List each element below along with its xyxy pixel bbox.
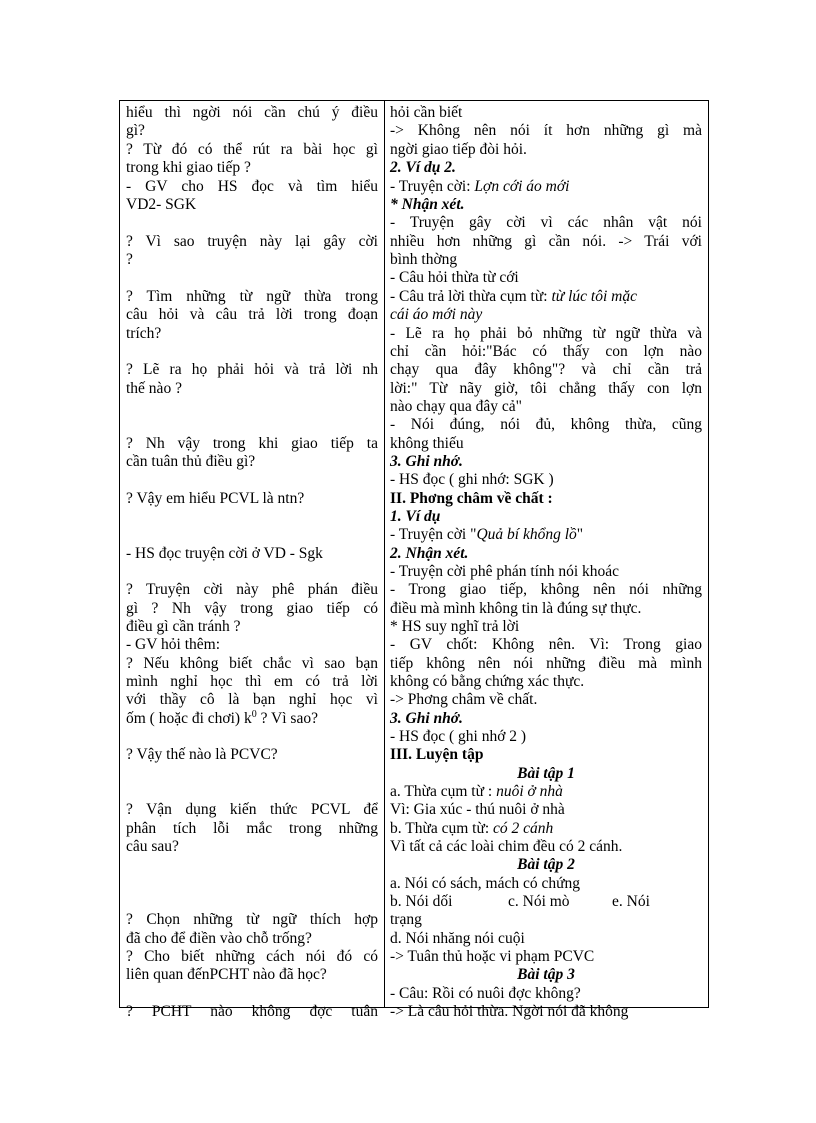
left-text: ốm ( hoặc đi chơi) k xyxy=(126,710,252,727)
right-line xyxy=(390,526,702,544)
exercise-heading: Bài tập 3 xyxy=(517,966,575,983)
right-line: -> Không nên nói ít hơn những gì mà xyxy=(390,122,702,139)
italic-phrase: có 2 cánh xyxy=(493,820,554,837)
right-line: lời:" Từ nãy giờ, tôi chẳng thấy con lợn xyxy=(390,380,702,397)
section-heading: III. Luyện tập xyxy=(390,746,484,763)
section-heading: 2. Nhận xét. xyxy=(390,545,469,562)
left-line: ? PCHT nào không đợc tuân xyxy=(126,1003,378,1020)
section-heading: 1. Ví dụ xyxy=(390,508,441,525)
right-line xyxy=(390,288,702,306)
left-line: mình nghỉ học thì em có trả lời xyxy=(126,673,378,690)
right-line: a. Nói có sách, mách có chứng xyxy=(390,875,581,892)
right-text: - Truyện cời: xyxy=(390,178,475,195)
column-divider xyxy=(384,101,385,1007)
left-line: với thầy cô là bạn nghỉ học vì xyxy=(126,691,378,708)
left-line: câu sau? xyxy=(126,838,179,855)
left-line: thế nào ? xyxy=(126,380,182,397)
left-line: trích? xyxy=(126,325,162,342)
left-line: - HS đọc truyện cời ở VD - Sgk xyxy=(126,545,323,562)
left-line: - GV hỏi thêm: xyxy=(126,636,220,653)
left-line: ? xyxy=(126,251,133,268)
right-line: - Lẽ ra họ phải bỏ những từ ngữ thừa và xyxy=(390,325,702,342)
superscript: 0 xyxy=(251,708,257,720)
left-line: hiểu thì ngời nói cần chú ý điều xyxy=(126,104,378,121)
right-text: a. Thừa cụm từ : xyxy=(390,783,497,800)
right-line: cái áo mới này xyxy=(390,306,483,323)
exercise-heading: Bài tập 1 xyxy=(517,765,575,782)
exercise-heading: Bài tập 2 xyxy=(517,856,575,873)
right-line: d. Nói nhăng nói cuội xyxy=(390,930,525,947)
left-line: liên quan đếnPCHT nào đã học? xyxy=(126,966,327,983)
left-line: ? Cho biết những cách nói đó có xyxy=(126,948,378,965)
lesson-table xyxy=(119,100,709,1020)
left-line: ? Chọn những từ ngữ thích hợp xyxy=(126,911,378,928)
left-line: ? Vì sao truyện này lại gây cời xyxy=(126,233,378,250)
italic-phrase: từ lúc tôi mặc xyxy=(551,288,637,305)
left-line: ? Vậy thế nào là PCVC? xyxy=(126,746,278,763)
left-line: - GV cho HS đọc và tìm hiểu xyxy=(126,178,378,195)
right-line: - Nói đúng, nói đủ, không thừa, cũng xyxy=(390,416,702,433)
right-line: - Câu: Rồi có nuôi đợc không? xyxy=(390,985,581,1002)
left-line: trong khi giao tiếp ? xyxy=(126,159,251,176)
right-line: nào chạy qua đây cả" xyxy=(390,398,522,415)
right-line: chỉ cần hỏi:"Bác có thấy con lợn nào xyxy=(390,343,702,360)
right-line: bình thờng xyxy=(390,251,458,268)
section-heading: 3. Ghi nhớ. xyxy=(390,453,463,470)
left-line: ? Từ đó có thể rút ra bài học gì xyxy=(126,141,378,158)
right-line: ngời giao tiếp đòi hỏi. xyxy=(390,141,527,158)
right-line: không thiếu xyxy=(390,435,464,452)
right-line: tiếp không nên nói những điều mà mình xyxy=(390,655,702,672)
right-line: nhiều hơn những gì cần nói. -> Trái với xyxy=(390,233,702,250)
right-text: b. Thừa cụm từ: xyxy=(390,820,494,837)
section-heading: 3. Ghi nhớ. xyxy=(390,710,463,727)
right-line: - Truyện gây cời vì các nhân vật nói xyxy=(390,214,702,231)
left-line: câu hỏi và câu trả lời trong đoạn xyxy=(126,306,378,323)
section-heading: 2. Ví dụ 2. xyxy=(390,159,456,176)
left-line: ? Nếu không biết chắc vì sao bạn xyxy=(126,655,378,672)
right-text: " xyxy=(576,526,584,543)
left-line: gì? xyxy=(126,122,145,139)
right-line: - GV chốt: Không nên. Vì: Trong giao xyxy=(390,636,702,653)
right-line: * HS suy nghĩ trả lời xyxy=(390,618,520,635)
story-title: Quả bí khổng lồ xyxy=(476,526,577,543)
left-line xyxy=(126,710,378,728)
left-line: cần tuân thủ điều gì? xyxy=(126,453,256,470)
right-line: - Truyện cời phê phán tính nói khoác xyxy=(390,563,620,580)
right-line: -> Phơng châm về chất. xyxy=(390,691,538,708)
right-line xyxy=(390,178,702,196)
right-line: Vì: Gia xúc - thú nuôi ở nhà xyxy=(390,801,565,818)
right-line: - Câu hỏi thừa từ cới xyxy=(390,269,519,286)
section-heading: II. Phơng châm về chất : xyxy=(390,490,553,507)
right-line: - HS đọc ( ghi nhớ 2 ) xyxy=(390,728,527,745)
right-line: -> Là câu hỏi thừa. Ngời nói đã không xyxy=(390,1003,629,1020)
right-line xyxy=(390,820,702,838)
right-line: - HS đọc ( ghi nhớ: SGK ) xyxy=(390,471,554,488)
left-line: phân tích lỗi mắc trong những xyxy=(126,820,378,837)
answer-e: e. Nói xyxy=(612,893,650,910)
right-text: - Truyện cời " xyxy=(390,526,477,543)
left-text: ? Vì sao? xyxy=(256,710,318,727)
section-heading: * Nhận xét. xyxy=(390,196,465,213)
left-line: ? Tìm những từ ngữ thừa trong xyxy=(126,288,378,305)
right-line: không có bằng chứng xác thực. xyxy=(390,673,585,690)
right-line: Vì tất cả các loài chim đều có 2 cánh. xyxy=(390,838,623,855)
right-line xyxy=(390,783,702,801)
story-title: Lợn cới áo mới xyxy=(474,178,570,195)
right-text: - Câu trả lời thừa cụm từ: xyxy=(390,288,552,305)
right-line: -> Tuân thủ hoặc vi phạm PCVC xyxy=(390,948,595,965)
left-line: đã cho để điền vào chỗ trống? xyxy=(126,930,312,947)
answer-c: c. Nói mò xyxy=(508,893,570,910)
left-line: ? Vậy em hiểu PCVL là ntn? xyxy=(126,490,305,507)
italic-phrase: nuôi ở nhà xyxy=(496,783,563,800)
right-line: hỏi cần biết xyxy=(390,104,463,121)
right-line: chạy qua đây không"? và chỉ cần trả xyxy=(390,361,702,378)
left-line: ? Vận dụng kiến thức PCVL để xyxy=(126,801,378,818)
right-line: điều mà mình không tin là đúng sự thực. xyxy=(390,600,642,617)
right-line: trạng xyxy=(390,911,422,928)
answer-b: b. Nói dối xyxy=(390,893,453,910)
left-line: ? Nh vậy trong khi giao tiếp ta xyxy=(126,435,378,452)
left-line: điều gì cần tránh ? xyxy=(126,618,241,635)
left-line: gì ? Nh vậy trong giao tiếp có xyxy=(126,600,378,617)
right-line: - Trong giao tiếp, không nên nói những xyxy=(390,581,702,598)
left-line: ? Lẽ ra họ phải hỏi và trả lời nh xyxy=(126,361,378,378)
left-line: ? Truyện cời này phê phán điều xyxy=(126,581,378,598)
left-line: VD2- SGK xyxy=(126,196,197,213)
